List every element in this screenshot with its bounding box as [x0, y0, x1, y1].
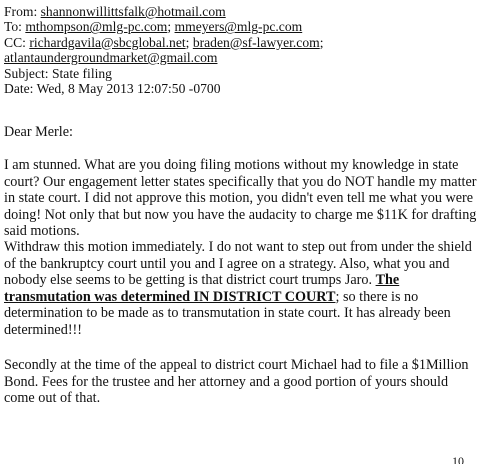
paragraph-line: determination to be made as to transmutation in state court. It has already been: [4, 305, 451, 322]
paragraph-line: court? Our engagement letter states specifically that you do NOT handle my matter: [4, 173, 477, 190]
cc-address-3: atlantaundergroundmarket@gmail.com: [4, 50, 218, 66]
page-number: 10: [452, 454, 464, 464]
to-address-2: mmeyers@mlg-pc.com: [174, 19, 303, 35]
paragraph-line: I am stunned. What are you doing filing motions without my knowledge in state: [4, 157, 459, 173]
date-line: Date: Wed, 8 May 2013 12:07:50 -0700: [4, 81, 221, 97]
from-address: shannonwillittsfalk@hotmail.com: [40, 4, 226, 19]
email-header: [4, 4, 478, 96]
salutation: Dear Merle:: [4, 124, 73, 140]
subject-line: Subject: State filing: [4, 65, 112, 81]
paragraph-line: Secondly at the time of the appeal to district court Michael had to file a $1Million: [4, 357, 469, 373]
emphasis-text: transmutation was determined IN DISTRICT COURT: [4, 288, 336, 305]
paragraph-1: [4, 157, 480, 240]
paragraph-line: doing! Not only that but now you have the audacity to charge me $11K for drafting: [4, 206, 477, 223]
to-address-1: mthompson@mlg-pc.com: [25, 19, 168, 35]
cc-line-continued: [4, 50, 478, 65]
to-line: To: mthompson@mlg-pc.com; mmeyers@mlg-pc.com: [4, 19, 303, 35]
paragraph-line: come out of that.: [4, 390, 101, 407]
from-line: From: shannonwillittsfalk@hotmail.com: [4, 4, 226, 19]
cc-address-1: richardgavila@sbcglobal.net: [29, 34, 186, 50]
paragraph-line: in state court. I did not approve this motion, you didn't even tell me what you were: [4, 190, 474, 207]
emphasis-text: The: [375, 272, 400, 289]
paragraph-line: Bond. Fees for the trustee and her attorney and a good portion of yours should: [4, 373, 449, 390]
paragraph-3: [4, 357, 480, 407]
cc-address-2: braden@sf-lawyer.com: [192, 34, 320, 50]
paragraph-line: said motions.: [4, 223, 80, 240]
paragraph-line: nobody else seems to be getting is that district court trumps Jaro. The: [4, 272, 400, 289]
paragraph-line: transmutation was determined IN DISTRICT COURT; so there is no: [4, 288, 419, 305]
paragraph-line: determined!!!: [4, 321, 82, 338]
paragraph-line: of the bankruptcy court until you and I agree on a strategy. Also, what you and: [4, 255, 450, 272]
cc-line: CC: richardgavila@sbcglobal.net; braden@sf-lawyer.com;: [4, 34, 324, 50]
paragraph-2: [4, 239, 480, 339]
paragraph-line: Withdraw this motion immediately. I do not want to step out from under the shield: [4, 239, 472, 255]
